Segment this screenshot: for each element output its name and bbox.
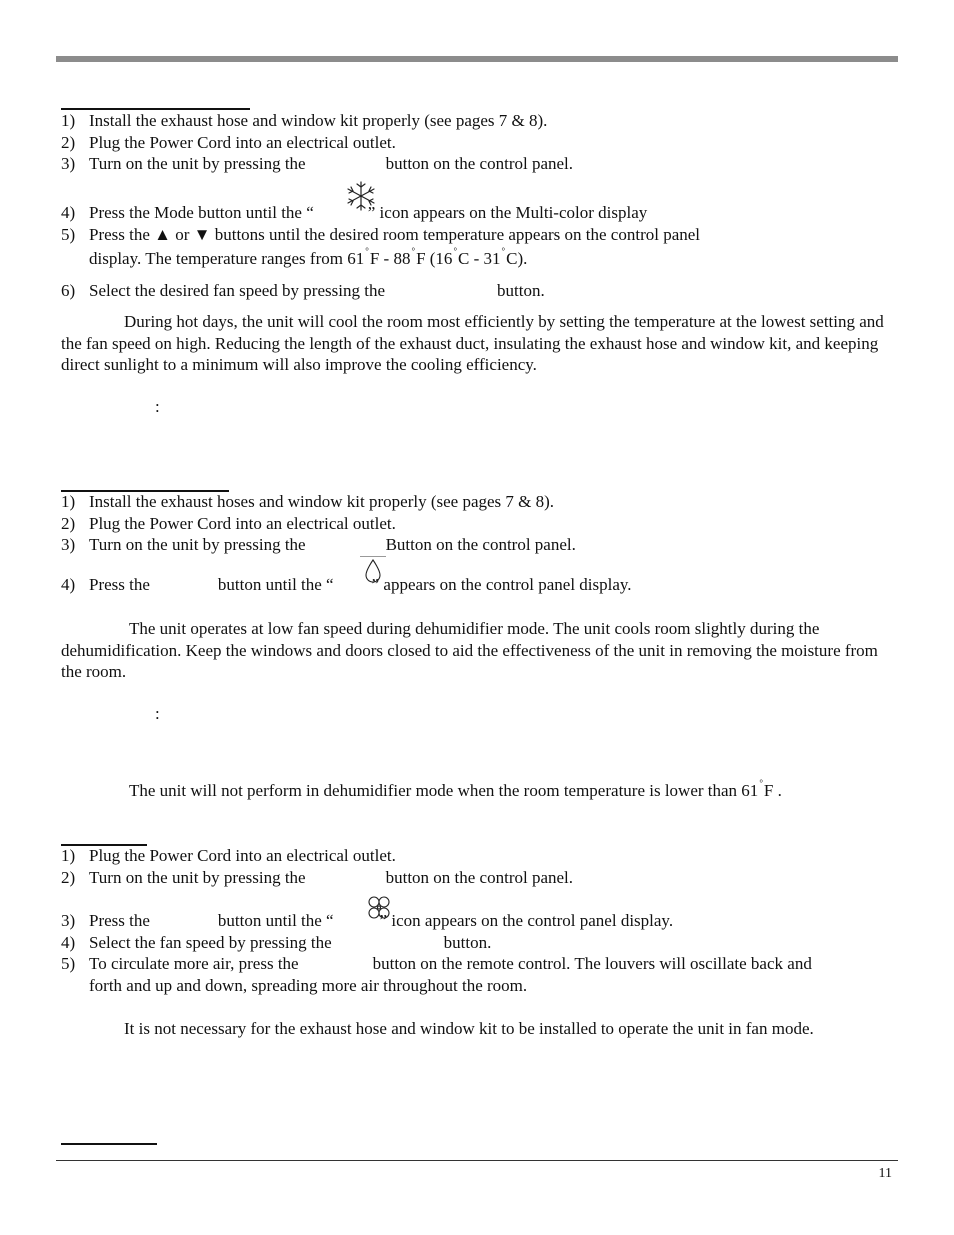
dehum-note: The unit operates at low fan speed during dehumidifier mode. The unit cools room slightly during the dehumidification. Keep the windows and doors closed to aid the effectiveness of the unit in removing the moisture from the room. xyxy=(61,619,878,681)
cool-step-5: 5) Press the ▲ or ▼ buttons until the desired room temperature appears on the control panel xyxy=(61,225,701,244)
page-number: 11 xyxy=(878,1166,892,1181)
fan-step-5-cont: forth and up and down, spreading more air throughout the room. xyxy=(89,976,528,995)
footer-rule xyxy=(56,1160,898,1161)
button-label-rule xyxy=(360,556,386,557)
fan-step-1: 1) Plug the Power Cord into an electrical outlet. xyxy=(61,846,396,865)
cool-step-3: 3) Turn on the unit by pressing the button on the control panel. xyxy=(61,154,574,173)
dehum-warning: The unit will not perform in dehumidifier mode when the room temperature is lower than 61°F . xyxy=(129,778,782,800)
dehum-step-1: 1) Install the exhaust hoses and window kit properly (see pages 7 & 8). xyxy=(61,492,555,511)
cool-step-2: 2) Plug the Power Cord into an electrical outlet. xyxy=(61,133,396,152)
cool-step-4: 4) Press the Mode button until the “ ” icon appears on the Multi-color display xyxy=(61,203,648,222)
fan-step-4: 4) Select the fan speed by pressing the button. xyxy=(61,933,492,952)
fan-note: It is not necessary for the exhaust hose and window kit to be installed to operate the unit in fan mode. xyxy=(124,1019,814,1038)
dehum-step-4: 4) Press the button until the “ ” appears on the control panel display. xyxy=(61,575,632,594)
top-header-bar xyxy=(56,56,898,62)
fan-step-2: 2) Turn on the unit by pressing the button on the control panel. xyxy=(61,868,574,887)
section-heading-underline xyxy=(61,108,250,110)
section-heading-underline xyxy=(61,1143,157,1145)
dehum-step-3: 3) Turn on the unit by pressing the Button on the control panel. xyxy=(61,535,576,554)
cool-note: During hot days, the unit will cool the room most efficiently by setting the temperature at the lowest setting and the fan speed on high. Reducing the length of the exhaust duct, insulating the exhaust hose and window kit, and keeping direct sunlight to a minimum will also improve the cooling efficiency. xyxy=(61,312,884,374)
cool-step-6: 6) Select the desired fan speed by pressing the button. xyxy=(61,281,545,300)
cool-step-5-cont: display. The temperature ranges from 61°F - 88°F (16°C - 31°C). xyxy=(89,246,528,268)
fan-step-3: 3) Press the button until the “ ” icon appears on the control panel display. xyxy=(61,911,674,930)
cool-note-colon: : xyxy=(155,397,160,416)
water-drop-icon xyxy=(364,558,382,584)
dehum-note-colon: : xyxy=(155,704,160,723)
cool-step-1: 1) Install the exhaust hose and window kit properly (see pages 7 & 8). xyxy=(61,111,548,130)
dehum-step-2: 2) Plug the Power Cord into an electrical outlet. xyxy=(61,514,396,533)
fan-icon xyxy=(366,895,392,921)
snowflake-icon xyxy=(344,180,378,212)
fan-step-5: 5) To circulate more air, press the button on the remote control. The louvers will oscillate back and xyxy=(61,954,812,973)
